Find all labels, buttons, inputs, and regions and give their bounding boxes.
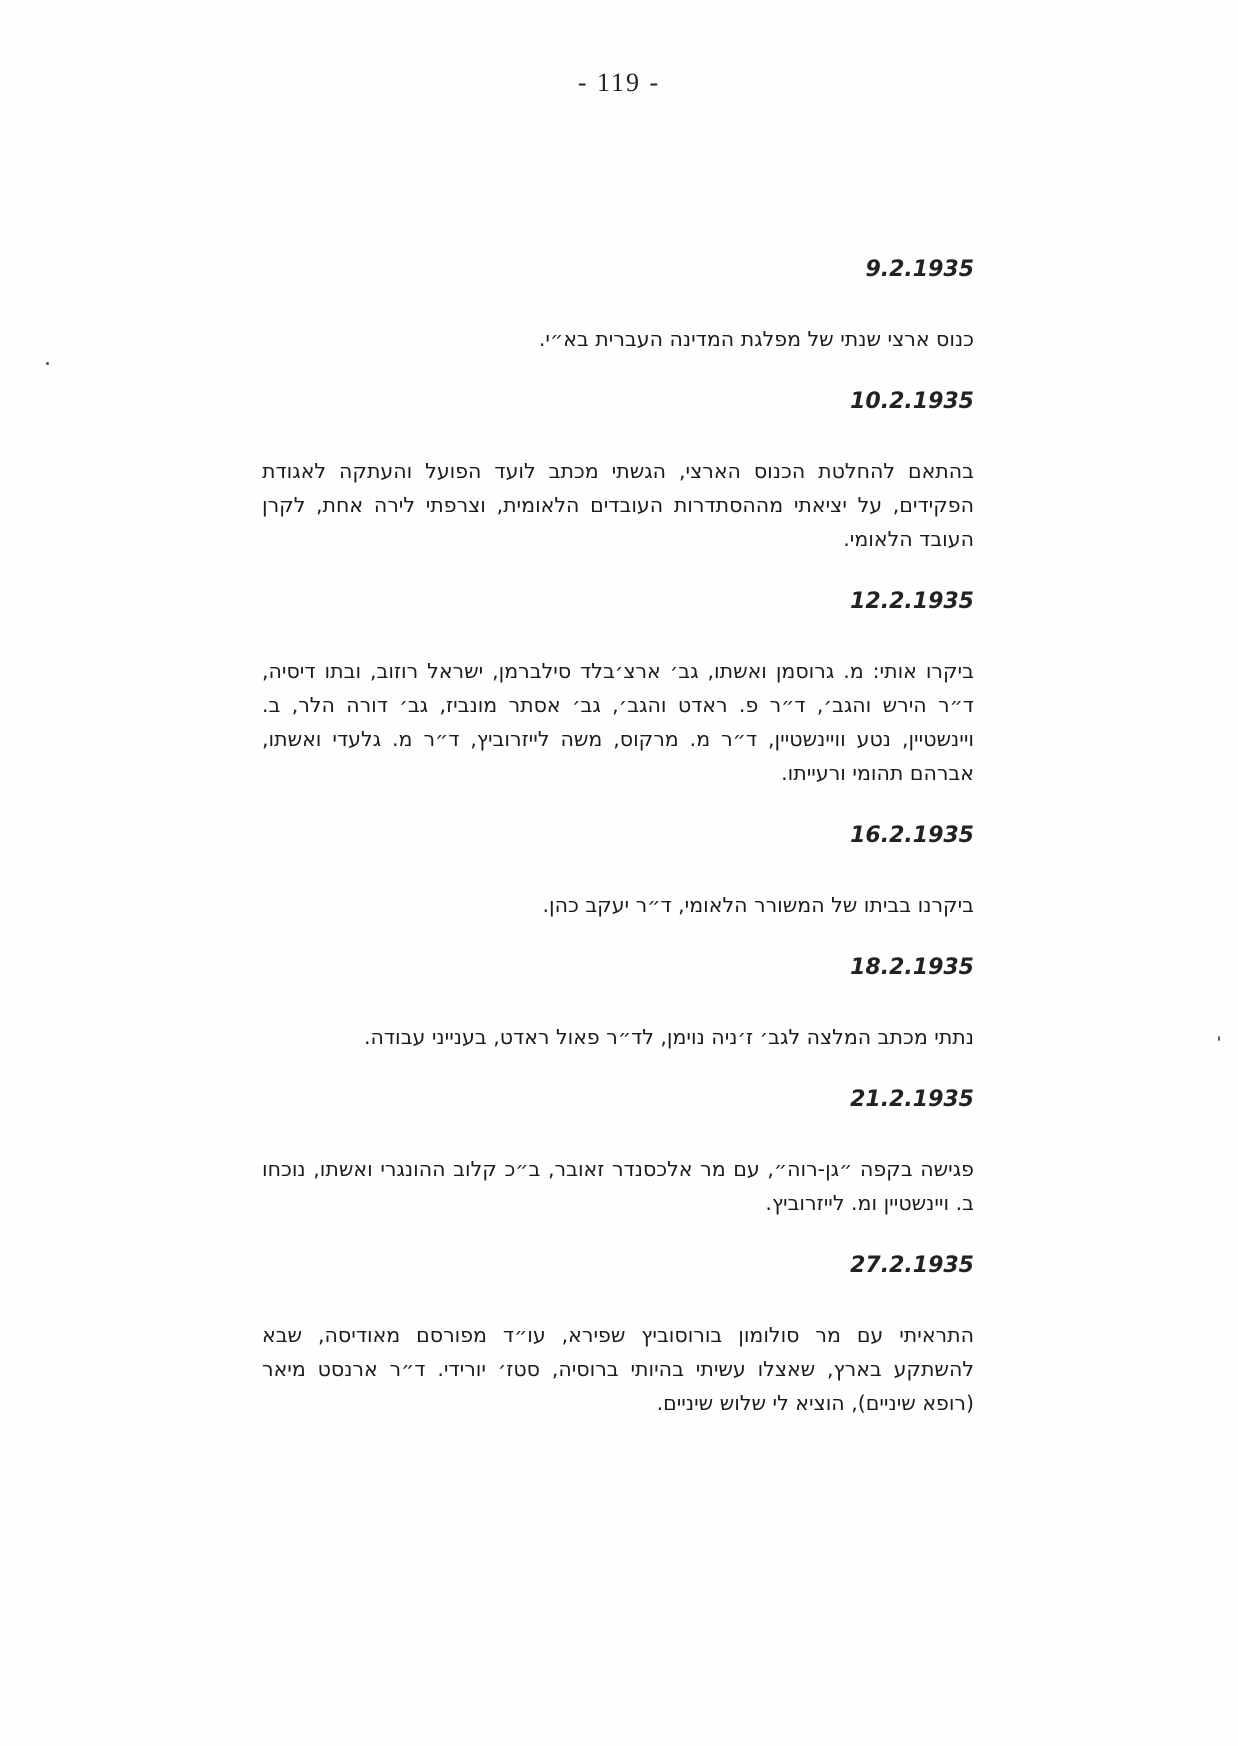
- diary-entry: [262, 388, 974, 556]
- entry-text: נתתי מכתב המלצה לגב׳ ז׳ניה נוימן, לד״ר פאול ראדט, בענייני עבודה.: [363, 1025, 974, 1049]
- entry-text: התראיתי עם מר סולומון בורוסוביץ שפירא, עו״ד מפורסם מאודיסה, שבא להשתקע בארץ, שאצלו עשיתי בהיותי ברוסיה, סטז׳ יורידי. ד״ר ארנסט מיאר (רופא שיניים), הוציא לי שלוש שיניים.: [262, 1323, 974, 1415]
- diary-entries: [262, 256, 974, 1452]
- diary-entry: [262, 822, 974, 922]
- diary-entry: [262, 256, 974, 356]
- diary-entry: [262, 1252, 974, 1420]
- entry-date: 10.2.1935: [850, 389, 974, 414]
- entry-text: ביקרנו בביתו של המשורר הלאומי, ד״ר יעקב כהן.: [542, 893, 974, 917]
- entry-text: בהתאם להחלטת הכנוס הארצי, הגשתי מכתב לועד הפועל והעתקה לאגודת הפקידים, על יציאתי מההסתדרות העובדים הלאומית, וצרפתי לירה אחת, לקרן העובד הלאומי.: [262, 459, 974, 551]
- scan-speck: [1218, 1036, 1220, 1041]
- entry-date: 9.2.1935: [865, 257, 974, 282]
- entry-text: ביקרו אותי: מ. גרוסמן ואשתו, גב׳ ארצ׳בלד סילברמן, ישראל רוזוב, ובתו דיסיה, ד״ר הירש והגב׳, ד״ר פ. ראדט והגב׳, גב׳ אסתר מונביז, גב׳ דורה הלר, ב. ויינשטיין, נטע וויינשטיין, ד״ר מ. מרקוס, משה לייזרוביץ, ד״ר מ. גלעדי ואשתו, אברהם תהומי ורעייתו.: [262, 659, 974, 785]
- entry-date: 12.2.1935: [850, 589, 974, 614]
- entry-date: 16.2.1935: [850, 823, 974, 848]
- scan-speck: [46, 362, 49, 365]
- entry-text: פגישה בקפה ״גן-רוה״, עם מר אלכסנדר זאובר, ב״כ קלוב ההונגרי ואשתו, נוכחו ב. ויינשטיין ומ. לייזרוביץ.: [262, 1157, 974, 1215]
- diary-entry: [262, 588, 974, 790]
- entry-text: כנוס ארצי שנתי של מפלגת המדינה העברית בא״י.: [538, 327, 974, 351]
- diary-entry: [262, 1086, 974, 1220]
- page-number: - 119 -: [577, 68, 661, 97]
- entry-date: 21.2.1935: [850, 1087, 974, 1112]
- diary-entry: [262, 954, 974, 1054]
- entry-date: 18.2.1935: [850, 955, 974, 980]
- entry-date: 27.2.1935: [850, 1253, 974, 1278]
